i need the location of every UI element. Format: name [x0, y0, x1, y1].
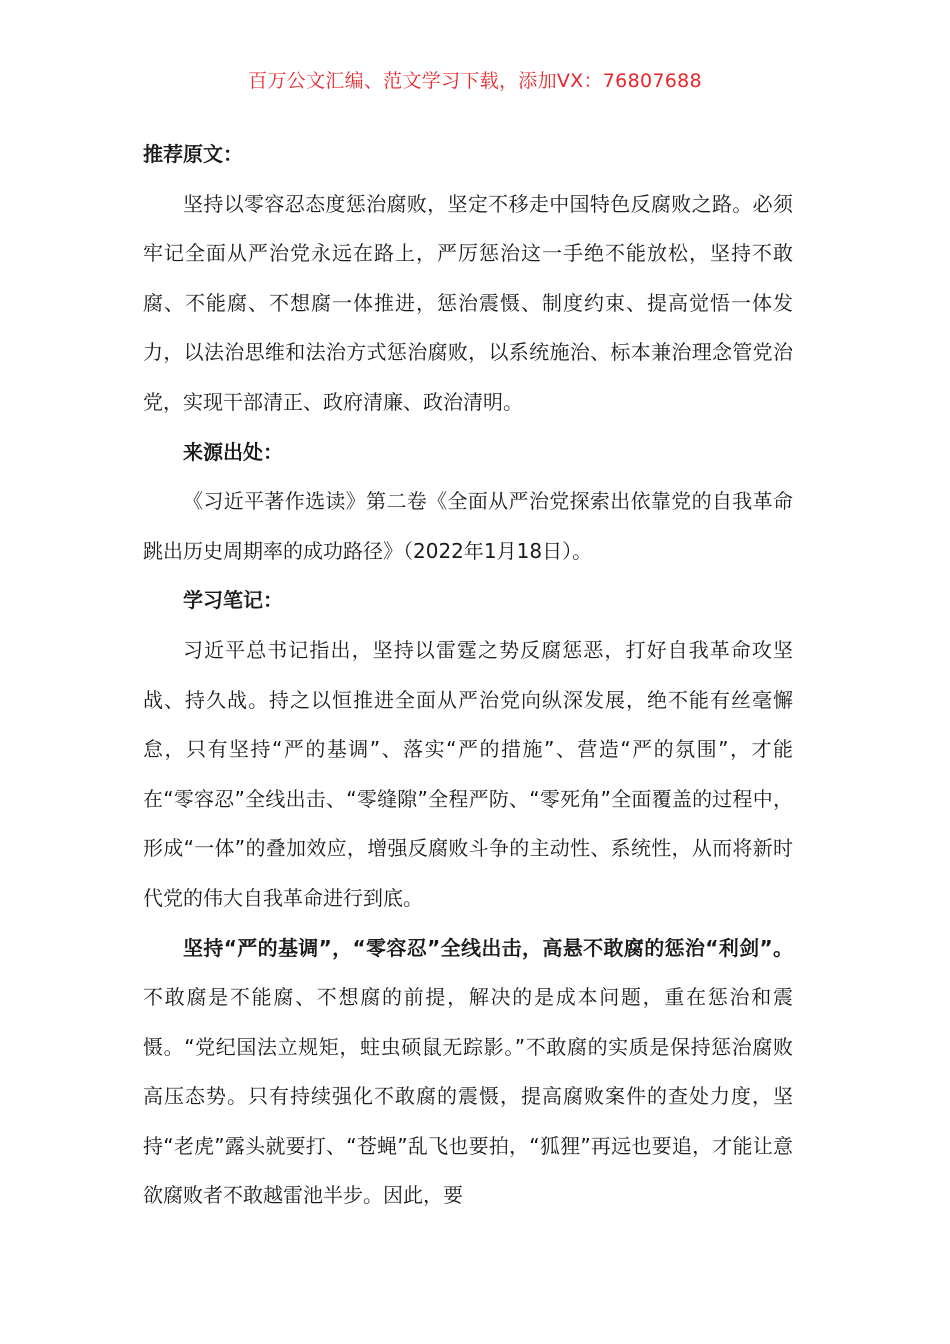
notes-paragraph: 习近平总书记指出，坚持以雷霆之势反腐惩恶，打好自我革命攻坚战、持久战。持之以恒推进全面从严治党向纵深发展，绝不能有丝毫懈怠，只有坚持“严的基调”、落实“严的措施”、营造“严的氛围”，才能在“零容忍”全线出击、“零缝隙”全程严防、“零死角”全面覆盖的过程中，形成“一体”的叠加效应，增强反腐败斗争的主动性、系统性，从而将新时代党的伟大自我革命进行到底。 — [143, 637, 793, 910]
document-body — [143, 130, 793, 1221]
point1-body: 不敢腐是不能腐、不想腐的前提，解决的是成本问题，重在惩治和震慑。“党纪国法立规矩，蛀虫硕鼠无踪影。”不敢腐的实质是保持惩治腐败高压态势。只有持续强化不敢腐的震慑，提高腐败案件的查处力度，坚持“老虎”露头就要打、“苍蝇”乱飞也要拍，“狐狸”再远也要追，才能让意欲腐败者不敢越雷池半步。因此，要 — [143, 985, 793, 1208]
point1-paragraph — [143, 924, 793, 1222]
header-banner: 百万公文汇编、范文学习下载，添加VX：76807688 — [248, 70, 702, 92]
notes-heading: 学习笔记： — [183, 588, 283, 613]
recommend-paragraph: 坚持以零容忍态度惩治腐败，坚定不移走中国特色反腐败之路。必须牢记全面从严治党永远在路上，严厉惩治这一手绝不能放松，坚持不敢腐、不能腐、不想腐一体推进，惩治震慑、制度约束、提高觉悟一体发力，以法治思维和法治方式惩治腐败，以系统施治、标本兼治理念管党治党，实现干部清正、政府清廉、政治清明。 — [143, 191, 793, 414]
source-heading: 来源出处： — [183, 439, 283, 464]
source-paragraph: 《习近平著作选读》第二卷《全面从严治党探索出依靠党的自我革命跳出历史周期率的成功路径》（2022年1月18日）。 — [143, 489, 793, 563]
recommend-heading: 推荐原文： — [143, 142, 243, 166]
point1-bold-lead: 坚持“严的基调”，“零容忍”全线出击，高悬不敢腐的惩治“利剑”。 — [183, 935, 793, 960]
